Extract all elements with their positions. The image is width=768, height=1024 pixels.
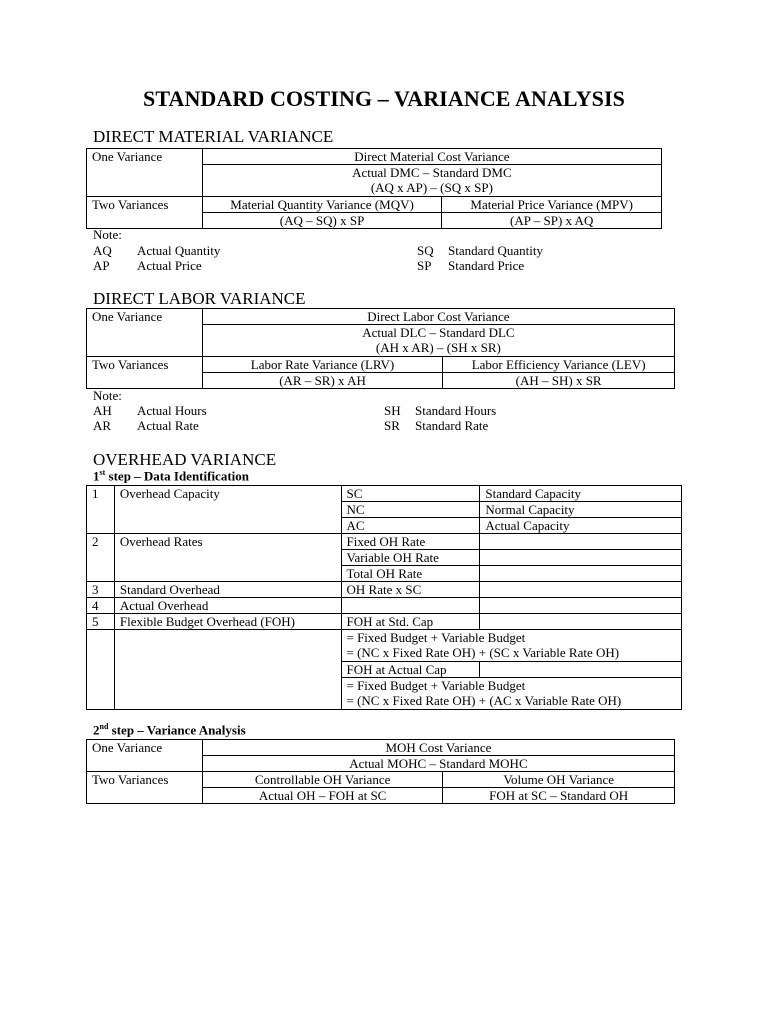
table-cell: NC <box>341 502 480 518</box>
formula-line: = (NC x Fixed Rate OH) + (SC x Variable Rate OH) <box>346 645 620 660</box>
note-abbr: SH <box>384 403 401 418</box>
table-cell <box>114 678 341 710</box>
table-cell: Actual Capacity <box>480 518 682 534</box>
table-cell: Two Variances <box>87 197 203 213</box>
table-cell <box>202 165 661 197</box>
table-cell: FOH at Std. Cap <box>341 614 480 630</box>
table-cell: FOH at SC – Standard OH <box>443 788 675 804</box>
table-cell <box>114 566 341 582</box>
note-abbr: SR <box>384 418 400 433</box>
table-cell: (AQ – SQ) x SP <box>202 213 442 229</box>
note-meaning: Standard Quantity <box>448 243 543 258</box>
table-cell <box>87 502 115 518</box>
formula-line: = Fixed Budget + Variable Budget <box>346 678 526 693</box>
note-abbr: SQ <box>417 243 434 258</box>
table-cell <box>87 788 203 804</box>
table-cell: Two Variances <box>87 772 203 788</box>
table-cell: AC <box>341 518 480 534</box>
table-cell: Material Price Variance (MPV) <box>442 197 662 213</box>
note-abbr: AR <box>93 418 112 433</box>
note-meaning: Standard Hours <box>415 403 497 418</box>
table-cell: Total OH Rate <box>341 566 480 582</box>
table-cell: (AH – SH) x SR <box>443 373 675 389</box>
section-heading-direct-material: DIRECT MATERIAL VARIANCE <box>93 127 334 146</box>
step-number: 1 <box>93 468 100 484</box>
note-meaning: Actual Hours <box>137 403 207 418</box>
table-cell <box>480 534 682 550</box>
table-cell <box>114 502 341 518</box>
formula-line: = (NC x Fixed Rate OH) + (AC x Variable Rate OH) <box>346 693 622 708</box>
note-abbr: AH <box>93 403 112 418</box>
table-cell: Material Quantity Variance (MQV) <box>202 197 442 213</box>
note-abbr: SP <box>417 258 432 273</box>
note-meaning: Standard Rate <box>415 418 489 433</box>
table-cell: 1 <box>87 486 115 502</box>
table-cell: Actual OH – FOH at SC <box>202 788 443 804</box>
table-cell: Direct Labor Cost Variance <box>202 309 674 325</box>
table-cell: 2 <box>87 534 115 550</box>
table-cell: Standard Capacity <box>480 486 682 502</box>
table-cell: Actual Overhead <box>114 598 341 614</box>
table-cell: Controllable OH Variance <box>202 772 443 788</box>
table-cell <box>87 165 203 197</box>
table-cell: One Variance <box>87 740 203 756</box>
step-ordinal-suffix: st <box>99 468 106 477</box>
table-cell <box>480 582 682 598</box>
table-cell: Fixed OH Rate <box>341 534 480 550</box>
table-cell: 4 <box>87 598 115 614</box>
table-cell: Two Variances <box>87 357 203 373</box>
note-meaning: Standard Price <box>448 258 525 273</box>
table-cell <box>114 518 341 534</box>
data-identification-table <box>86 485 682 710</box>
section-heading-overhead: OVERHEAD VARIANCE <box>93 450 277 469</box>
table-cell <box>87 756 203 772</box>
formula-line: = Fixed Budget + Variable Budget <box>346 630 526 645</box>
note-meaning: Actual Quantity <box>137 243 221 258</box>
table-cell <box>87 518 115 534</box>
table-cell <box>480 566 682 582</box>
formula-line: Actual DLC – Standard DLC <box>362 325 515 340</box>
table-cell <box>480 662 682 678</box>
table-cell: Overhead Rates <box>114 534 341 550</box>
table-cell <box>480 598 682 614</box>
table-cell <box>114 630 341 662</box>
table-cell <box>480 550 682 566</box>
table-cell <box>87 550 115 566</box>
table-cell <box>87 630 115 662</box>
formula-line: (AH x AR) – (SH x SR) <box>375 340 501 355</box>
table-cell: One Variance <box>87 309 203 325</box>
step-ordinal-suffix: nd <box>99 722 109 731</box>
step-heading-variance-analysis <box>93 722 246 738</box>
table-cell <box>87 373 203 389</box>
table-cell: MOH Cost Variance <box>202 740 674 756</box>
table-cell: Overhead Capacity <box>114 486 341 502</box>
page-title: STANDARD COSTING – VARIANCE ANALYSIS <box>142 86 626 111</box>
table-cell: Volume OH Variance <box>443 772 675 788</box>
table-cell: (AR – SR) x AH <box>202 373 442 389</box>
variance-analysis-table <box>86 739 675 804</box>
table-cell: Labor Efficiency Variance (LEV) <box>443 357 675 373</box>
step-title: step – Variance Analysis <box>108 722 246 738</box>
note-label: Note: <box>93 388 122 403</box>
table-cell: Standard Overhead <box>114 582 341 598</box>
table-cell <box>114 662 341 678</box>
table-cell <box>341 630 682 662</box>
section-heading-direct-labor: DIRECT LABOR VARIANCE <box>93 289 306 308</box>
table-cell: 3 <box>87 582 115 598</box>
formula-line: Actual DMC – Standard DMC <box>352 165 512 180</box>
table-cell: Direct Material Cost Variance <box>202 149 661 165</box>
table-cell: (AP – SP) x AQ <box>442 213 662 229</box>
table-cell: Actual MOHC – Standard MOHC <box>202 756 674 772</box>
note-abbr: AQ <box>93 243 112 258</box>
table-cell <box>87 678 115 710</box>
direct-material-table <box>86 148 662 229</box>
table-cell: Flexible Budget Overhead (FOH) <box>114 614 341 630</box>
table-cell: 5 <box>87 614 115 630</box>
table-cell: One Variance <box>87 149 203 165</box>
table-cell: FOH at Actual Cap <box>341 662 480 678</box>
note-meaning: Actual Rate <box>137 418 199 433</box>
direct-labor-table <box>86 308 675 389</box>
note-meaning: Actual Price <box>137 258 202 273</box>
table-cell <box>87 325 203 357</box>
table-cell: OH Rate x SC <box>341 582 480 598</box>
table-cell <box>341 678 682 710</box>
table-cell <box>202 325 674 357</box>
note-label: Note: <box>93 227 122 242</box>
table-cell <box>87 662 115 678</box>
table-cell: SC <box>341 486 480 502</box>
formula-line: (AQ x AP) – (SQ x SP) <box>370 180 493 195</box>
step-title: step – Data Identification <box>105 468 249 484</box>
table-cell <box>480 614 682 630</box>
table-cell: Normal Capacity <box>480 502 682 518</box>
note-abbr: AP <box>93 258 110 273</box>
table-cell: Variable OH Rate <box>341 550 480 566</box>
table-cell <box>87 566 115 582</box>
table-cell <box>341 598 480 614</box>
step-heading-data-identification <box>93 468 249 484</box>
table-cell: Labor Rate Variance (LRV) <box>202 357 442 373</box>
step-number: 2 <box>93 722 100 738</box>
table-cell <box>114 550 341 566</box>
